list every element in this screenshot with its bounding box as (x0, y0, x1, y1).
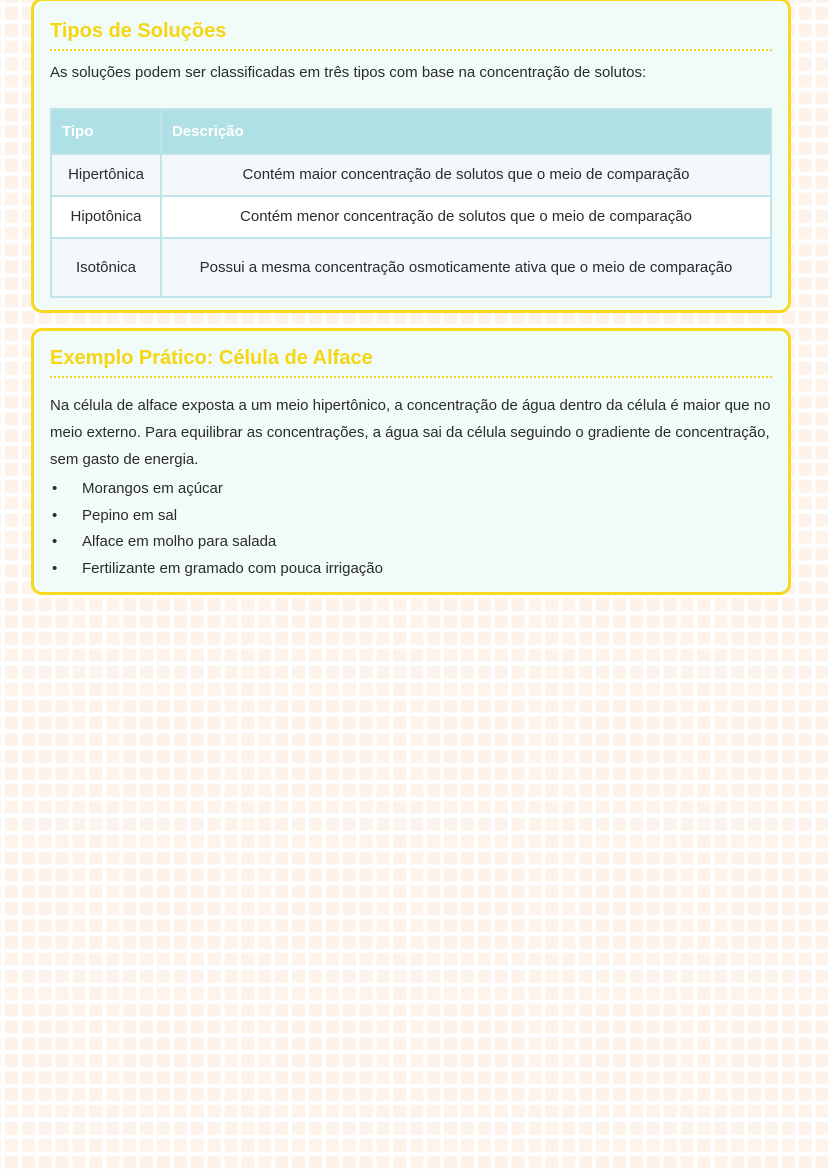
table-header-row (51, 109, 771, 154)
example-paragraph: Na célula de alface exposta a um meio hipertônico, a concentração de água dentro da célula é maior que no meio externo. Para equilibrar as concentrações, a água sai da célula seguindo o gradiente de concentração, sem gasto de energia. (50, 397, 771, 468)
bullet-icon: • (52, 480, 58, 497)
cell-type: Isotônica (51, 238, 161, 297)
list-item (50, 503, 772, 530)
list-item (50, 529, 772, 556)
cell-description: Possui a mesma concentração osmoticamente ativa que o meio de comparação (161, 238, 771, 297)
list-item (50, 476, 772, 503)
table-row (51, 238, 771, 297)
header-description: Descrição (161, 109, 771, 154)
solution-types-table (50, 108, 772, 298)
cell-description: Contém maior concentração de solutos que o meio de comparação (161, 154, 771, 196)
section-title: Exemplo Prático: Célula de Alface (50, 345, 772, 378)
table-row (51, 196, 771, 238)
example-list (50, 476, 772, 582)
table-row (51, 154, 771, 196)
cell-type: Hipertônica (51, 154, 161, 196)
bullet-icon: • (52, 559, 58, 577)
list-item-text: Pepino em sal (82, 506, 178, 524)
section-title: Tipos de Soluções (50, 18, 772, 51)
cell-type: Hipotônica (51, 196, 161, 238)
cell-description: Contém menor concentração de solutos que o meio de comparação (161, 196, 771, 238)
header-type: Tipo (51, 109, 161, 154)
bullet-icon: • (52, 533, 58, 550)
list-item-text: Alface em molho para salada (82, 533, 277, 550)
list-item-text: Morangos em açúcar (82, 480, 223, 497)
practical-example-card (31, 328, 791, 595)
list-item (50, 556, 772, 583)
list-item-text: Fertilizante em gramado com pouca irrigação (82, 559, 383, 577)
bullet-icon: • (52, 506, 58, 524)
solution-types-card (31, 0, 791, 313)
intro-text: As soluções podem ser classificadas em três tipos com base na concentração de solutos: (50, 64, 647, 81)
